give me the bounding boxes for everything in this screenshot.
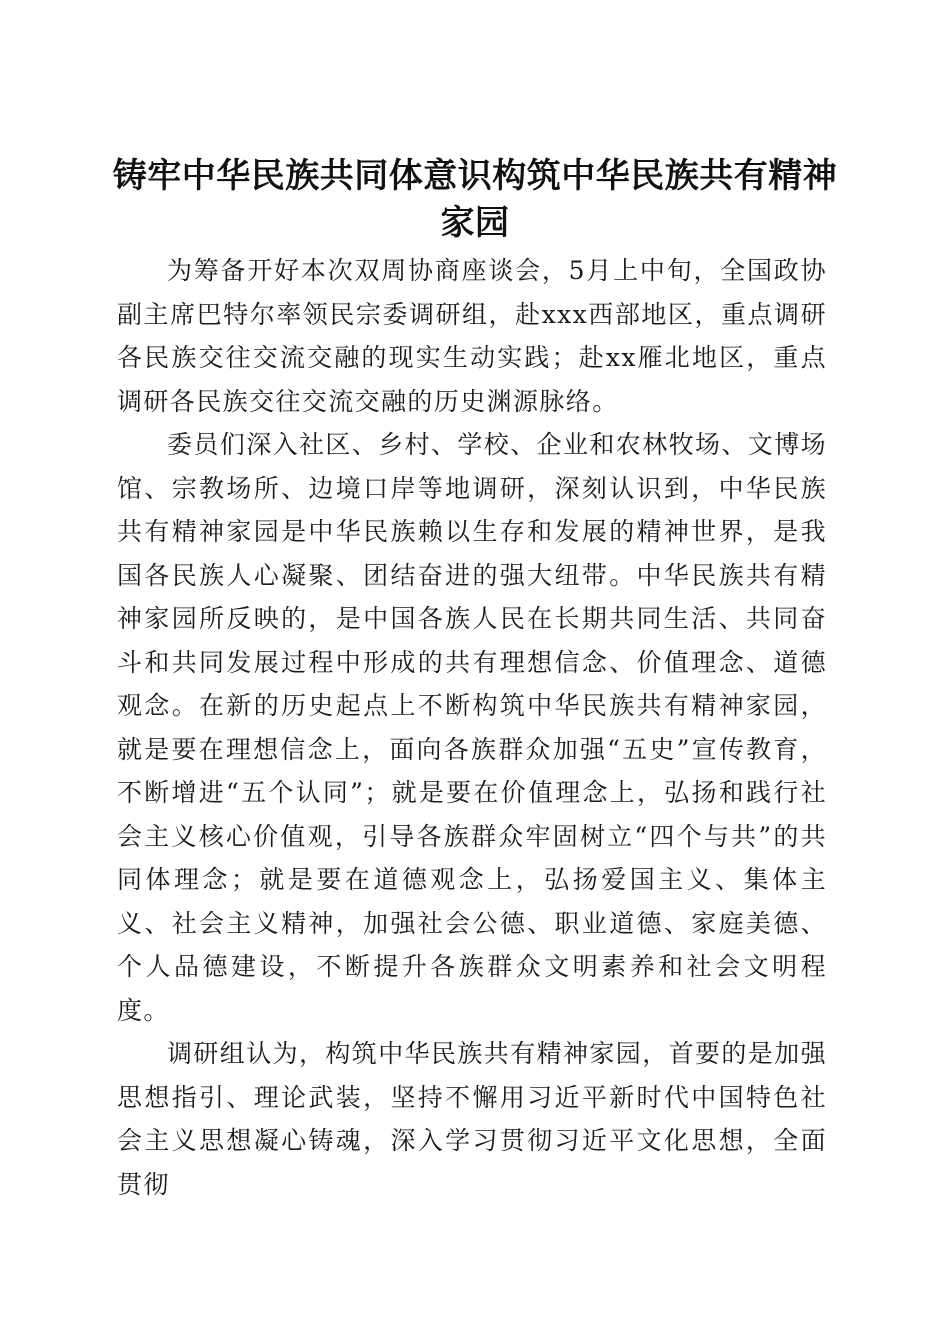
document-title: 铸牢中华民族共同体意识构筑中华民族共有精神家园 xyxy=(112,155,838,243)
paragraph: 委员们深入社区、乡村、学校、企业和农林牧场、文博场馆、宗教场所、边境口岸等地调研，深刻认识到，中华民族共有精神家园是中华民族赖以生存和发展的精神世界，是我国各民族人心凝聚、团结奋进的强大纽带。中华民族共有精神家园所反映的，是中国各族人民在长期共同生活、共同奋斗和共同发展过程中形成的共有理想信念、价值理念、道德观念。在新的历史起点上不断构筑中华民族共有精神家园，就是要在理想信念上，面向各族群众加强“五史”宣传教育，不断增进“五个认同”；就是要在价值理念上，弘扬和践行社会主义核心价值观，引导各族群众牢固树立“四个与共”的共同体理念；就是要在道德观念上，弘扬爱国主义、集体主义、社会主义精神，加强社会公德、职业道德、家庭美德、个人品德建设，不断提升各族群众文明素养和社会文明程度。 xyxy=(117,430,828,1025)
paragraph: 调研组认为，构筑中华民族共有精神家园，首要的是加强思想指引、理论武装，坚持不懈用习近平新时代中国特色社会主义思想凝心铸魂，深入学习贯彻习近平文化思想，全面贯彻 xyxy=(117,1039,828,1199)
document-body xyxy=(117,249,827,1206)
paragraph: 为筹备开好本次双周协商座谈会，5月上中旬，全国政协副主席巴特尔率领民宗委调研组，赴xxx西部地区，重点调研各民族交往交流交融的现实生动实践；赴xx雁北地区，重点调研各民族交往交流交融的历史渊源脉络。 xyxy=(117,256,827,416)
